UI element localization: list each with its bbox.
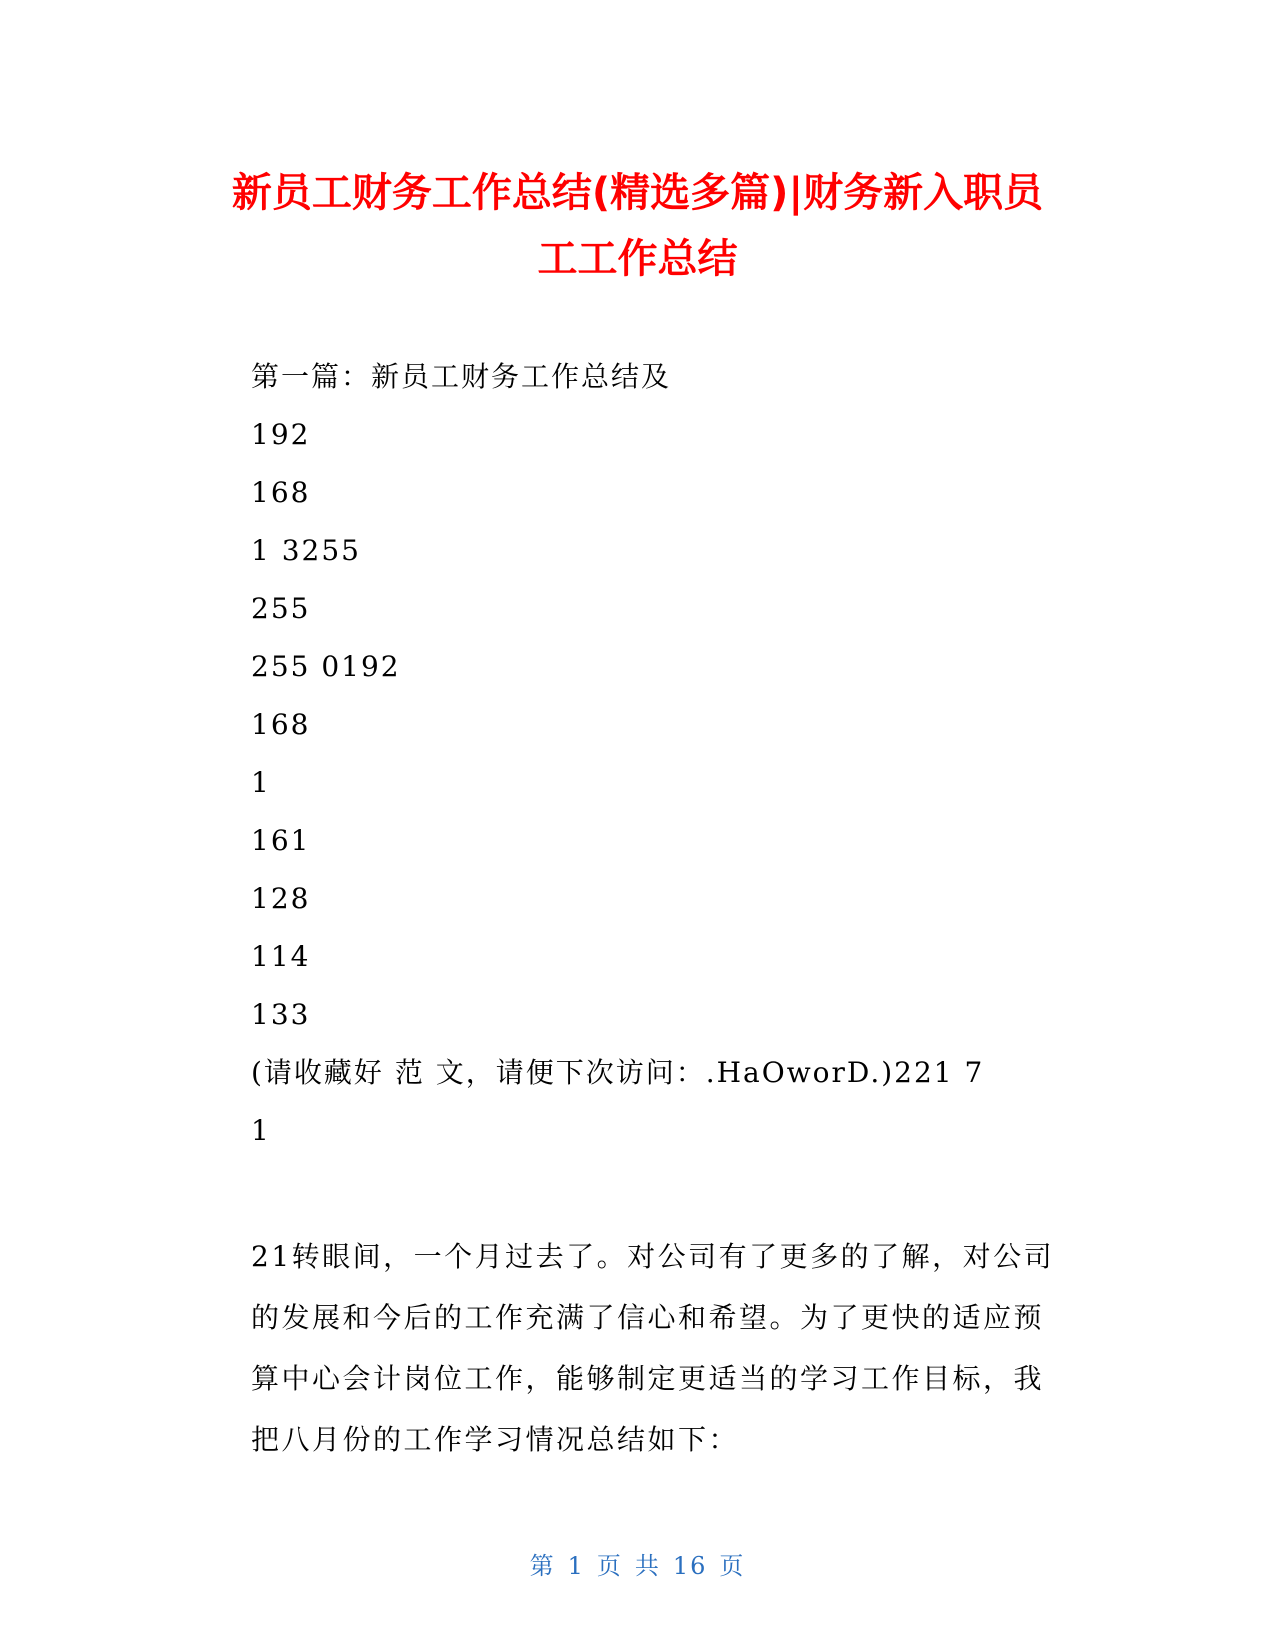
text-line: 133 [251, 998, 311, 1031]
text-line: 1 [251, 766, 271, 799]
section-heading: 第一篇：新员工财务工作总结及 [251, 360, 672, 393]
text-line: 1 3255 [251, 534, 361, 567]
body-paragraph [191, 1226, 1071, 1470]
text-line: 161 [251, 824, 311, 857]
footer-label-total: 共 [634, 1552, 661, 1580]
page-footer [0, 1546, 1275, 1581]
title-line-1: 新员工财务工作总结(精选多篇)|财务新入职员 [231, 170, 1044, 216]
document-title [150, 160, 1125, 292]
text-line: 255 [251, 592, 311, 625]
text-line: 1 [251, 1114, 271, 1147]
text-line: 192 [251, 418, 311, 451]
text-line: 128 [251, 882, 311, 915]
footer-page-number: 1 [567, 1552, 585, 1580]
text-line: 114 [251, 940, 311, 973]
footer-label-page-unit: 页 [596, 1552, 623, 1580]
text-line: 168 [251, 476, 311, 509]
footer-total-pages: 16 [672, 1552, 708, 1580]
footer-label-page-unit-2: 页 [719, 1552, 746, 1580]
text-line: 255 0192 [251, 650, 401, 683]
title-line-2: 工工作总结 [537, 236, 738, 282]
text-line: (请收藏好 范 文，请便下次访问：.HaOworD.)221 7 [251, 1056, 985, 1089]
footer-label-page: 第 [529, 1552, 556, 1580]
text-line: 168 [251, 708, 311, 741]
paragraph-text: 21转眼间，一个月过去了。对公司有了更多的了解，对公司的发展和今后的工作充满了信心和希望。为了更快的适应预算中心会计岗位工作，能够制定更适当的学习工作目标，我把八月份的工作学习情况总结如下： [251, 1240, 1055, 1456]
